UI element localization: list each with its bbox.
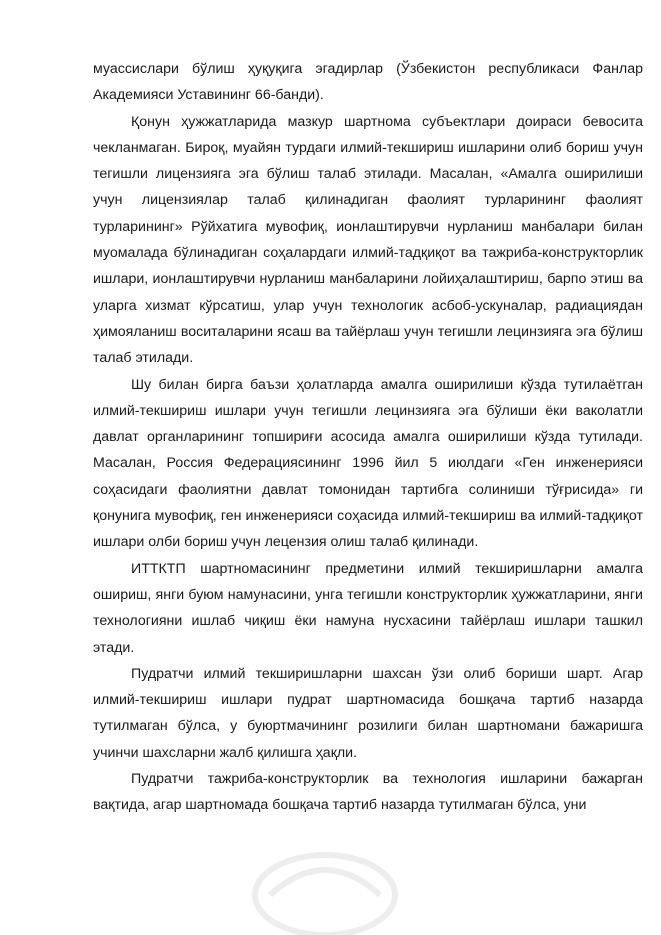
- paragraph: Пудратчи илмий текширишларни шахсан ўзи олиб бориши шарт. Агар илмий-текшириш ишлари пудрат шартномасида бошқача тартиб назарда тутилмаган бўлса, у буюртмачининг розилиги билан шартномани бажаришга учинчи шахсларни жалб қилишга ҳақли.: [93, 665, 643, 761]
- watermark-logo: [240, 835, 410, 935]
- paragraph: Қонун ҳужжатларида мазкур шартнома субъектлари доираси бевосита чекланмаган. Бироқ, муайян турдаги илмий-текшириш ишларини олиб бориш учун тегишли лицензияга эга бўлиш талаб этилади. Масалан, «Амалга оширилиши учун лицензиялар талаб қилинадиган фаолият турларининг фаолият турларининг» Рўйхатига мувофиқ, ионлаштирувчи нурланиш манбалари билан муомалада бўлинадиган соҳалардаги илмий-тадқиқот ва тажриба-конструкторлик ишлари, ионлаштирувчи нурланиш манбаларини лойиҳалаштириш, барпо этиш ва уларга хизмат кўрсатиш, улар учун технологик асбоб-ускуналар, радиациядан ҳимояланиш воситаларини ясаш ва тайёрлаш учун тегишли лецинзияга эга бўлиш талаб этилади.: [93, 113, 643, 367]
- paragraph: ИТТКТП шартномасининг предметини илмий текширишларни амалга ошириш, янги буюм намунасини, унга тегишли конструкторлик ҳужжатларини, янги технологияни ишлаб чиқиш ёки намуна нусхасини тайёрлаш ишлари ташкил этади.: [93, 560, 643, 656]
- paragraph: Шу билан бирга баъзи ҳолатларда амалга оширилиши кўзда тутилаётган илмий-текшириш ишлари учун тегишли лецинзияга эга бўлиши ёки ваколатли давлат органларининг топшириғи асосида амалга оширилиши кўзда тутилади. Масалан, Россия Федерациясининг 1996 йил 5 июлдаги «Ген инженерияси соҳасидаги фаолиятни давлат томонидан тартибга солиниши тўғрисида» ги қонунига мувофиқ, ген инженерияси соҳасида илмий-текшириш ва илмий-тадқиқот ишлари олби бориш учун лецензия олиш талаб қилинади.: [93, 376, 643, 551]
- paragraph: Пудратчи тажриба-конструкторлик ва технология ишларини бажарган вақтида, агар шартномада бошқача тартиб назарда тутилмаган бўлса, уни: [93, 771, 643, 814]
- document-body: [93, 56, 643, 819]
- paragraph: муассислари бўлиш ҳуқуқига эгадирлар (Ўзбекистон республикаси Фанлар Академияси Уставининг 66-банди).: [93, 61, 643, 104]
